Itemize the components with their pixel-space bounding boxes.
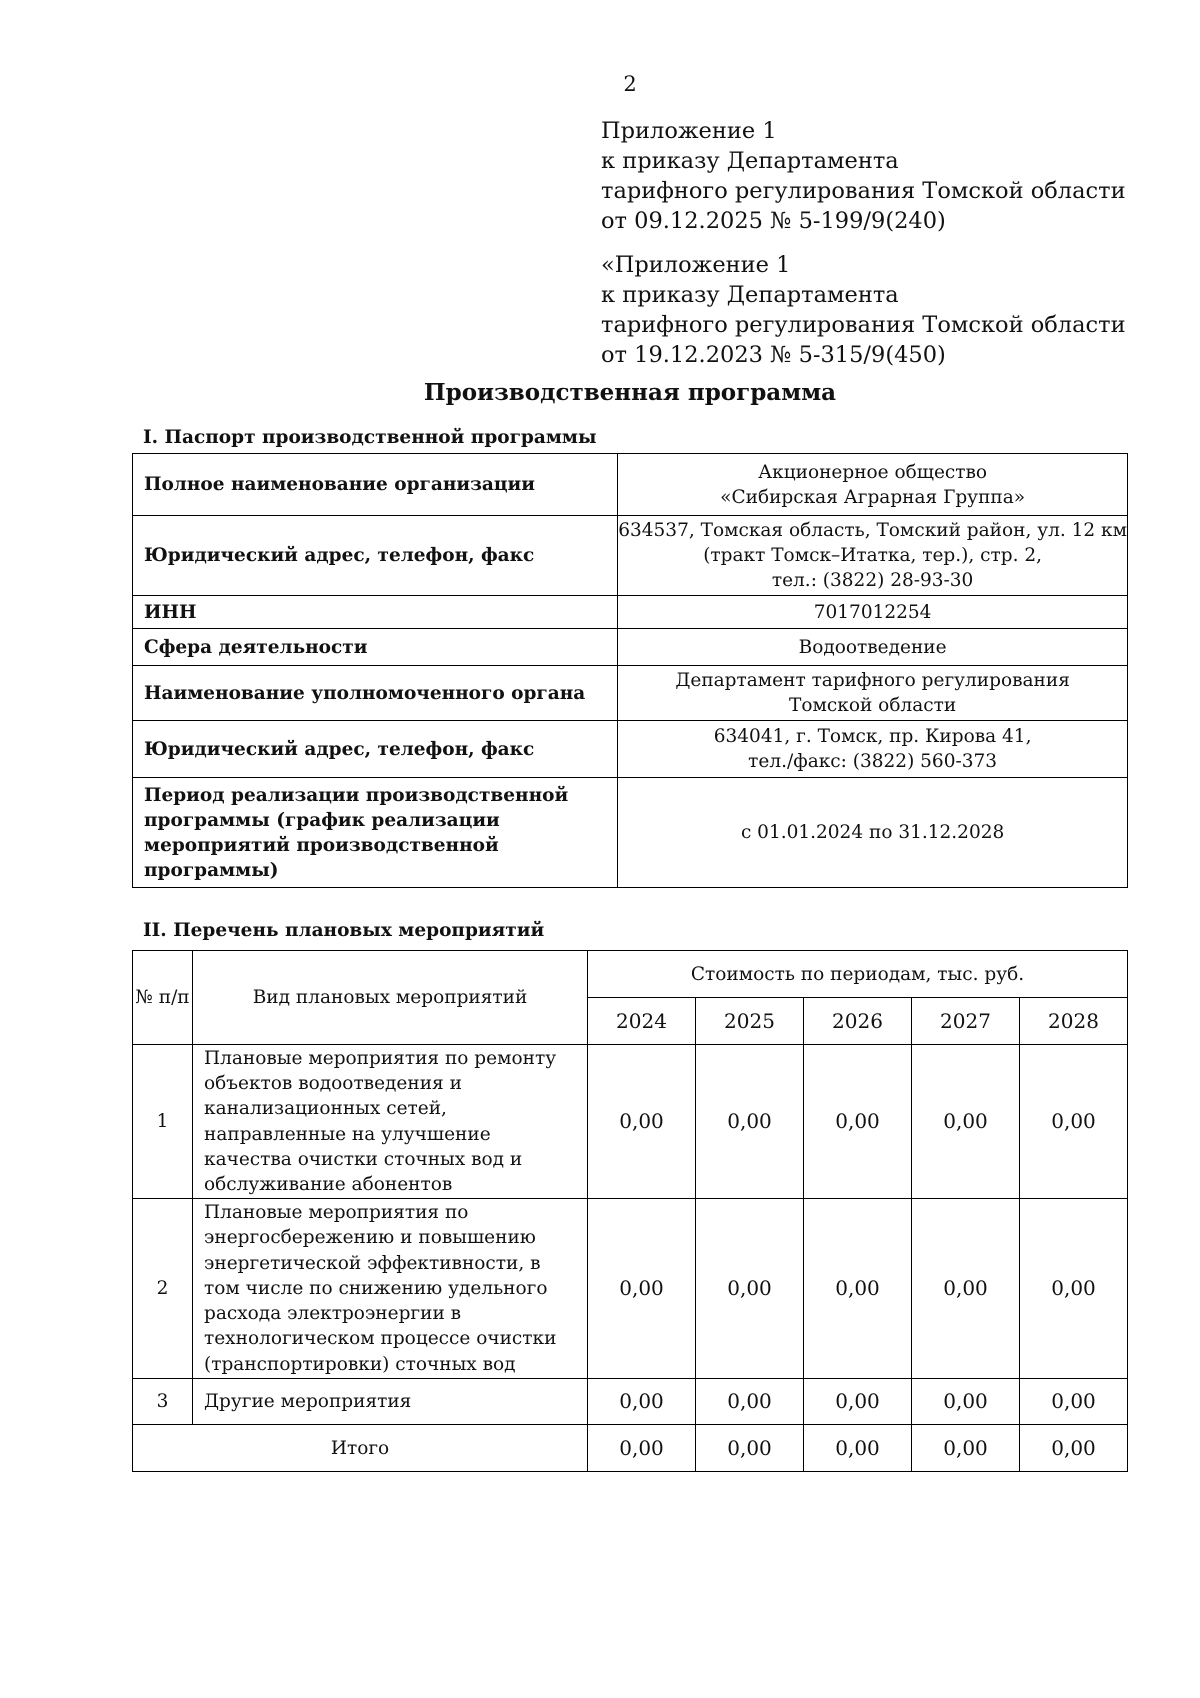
cost-cell: 0,00 bbox=[804, 1379, 912, 1425]
year-header: 2026 bbox=[804, 998, 912, 1045]
cost-cell: 0,00 bbox=[912, 1045, 1020, 1199]
table-row bbox=[133, 454, 1128, 516]
col-cost-header: Стоимость по периодам, тыс. руб. bbox=[588, 951, 1128, 998]
cost-cell: 0,00 bbox=[912, 1199, 1020, 1379]
table-row bbox=[133, 666, 1128, 721]
table-row bbox=[133, 1199, 1128, 1379]
table-row bbox=[133, 596, 1128, 629]
value-line: 634537, Томская область, Томский район, ул. 12 км bbox=[618, 520, 1127, 541]
table-row bbox=[133, 516, 1128, 596]
total-cell: 0,00 bbox=[1020, 1425, 1128, 1472]
passport-value bbox=[618, 454, 1128, 516]
total-row bbox=[133, 1425, 1128, 1472]
year-header: 2028 bbox=[1020, 998, 1128, 1045]
row-number: 3 bbox=[133, 1379, 193, 1425]
passport-value bbox=[618, 629, 1128, 666]
annex-line: к приказу Департамента bbox=[601, 282, 899, 308]
value-line: (тракт Томск–Итатка, тер.), стр. 2, bbox=[703, 545, 1042, 566]
section-2-heading: II. Перечень плановых мероприятий bbox=[143, 920, 545, 941]
year-header: 2027 bbox=[912, 998, 1020, 1045]
passport-label: Юридический адрес, телефон, факс bbox=[133, 516, 618, 596]
annex-original bbox=[601, 250, 1126, 370]
cost-cell: 0,00 bbox=[588, 1379, 696, 1425]
total-cell: 0,00 bbox=[912, 1425, 1020, 1472]
cost-cell: 0,00 bbox=[1020, 1045, 1128, 1199]
table-row bbox=[133, 1379, 1128, 1425]
document-title: Производственная программа bbox=[423, 379, 837, 406]
annex-line: Приложение 1 bbox=[601, 118, 777, 144]
annex-current bbox=[601, 116, 1126, 236]
total-cell: 0,00 bbox=[804, 1425, 912, 1472]
passport-label: Юридический адрес, телефон, факс bbox=[133, 721, 618, 778]
passport-label: Наименование уполномоченного органа bbox=[133, 666, 618, 721]
annex-line: тарифного регулирования Томской области bbox=[601, 178, 1126, 204]
activity-name: Плановые мероприятия по энергосбережению и повышению энергетической эффективности, в том числе по снижению удельного расхода электроэнергии в технологическом процессе очистки (транспортировки) сточных вод bbox=[193, 1199, 588, 1379]
value-line: с 01.01.2024 по 31.12.2028 bbox=[740, 822, 1005, 843]
passport-value bbox=[618, 666, 1128, 721]
value-line: 7017012254 bbox=[813, 601, 932, 623]
cost-cell: 0,00 bbox=[696, 1045, 804, 1199]
year-header: 2025 bbox=[696, 998, 804, 1045]
annex-line: к приказу Департамента bbox=[601, 148, 899, 174]
cost-cell: 0,00 bbox=[696, 1199, 804, 1379]
row-number: 2 bbox=[133, 1199, 193, 1379]
passport-value bbox=[618, 516, 1128, 596]
cost-cell: 0,00 bbox=[804, 1199, 912, 1379]
value-line: Департамент тарифного регулирования bbox=[675, 670, 1070, 691]
table-header-row bbox=[133, 951, 1128, 998]
cost-cell: 0,00 bbox=[1020, 1199, 1128, 1379]
plan-table bbox=[132, 950, 1128, 1472]
annex-line: от 19.12.2023 № 5-315/9(450) bbox=[601, 342, 946, 368]
activity-name: Плановые мероприятия по ремонту объектов водоотведения и канализационных сетей, направленные на улучшение качества очистки сточных вод и обслуживание абонентов bbox=[193, 1045, 588, 1199]
table-row bbox=[133, 629, 1128, 666]
annex-line: тарифного регулирования Томской области bbox=[601, 312, 1126, 338]
annex-line: от 09.12.2025 № 5-199/9(240) bbox=[601, 208, 946, 234]
value-line: Томской области bbox=[789, 695, 957, 716]
year-header: 2024 bbox=[588, 998, 696, 1045]
cost-cell: 0,00 bbox=[1020, 1379, 1128, 1425]
cost-cell: 0,00 bbox=[588, 1045, 696, 1199]
table-row bbox=[133, 778, 1128, 888]
passport-label: Период реализации производственной программы (график реализации мероприятий производственной программы) bbox=[133, 778, 618, 888]
cost-cell: 0,00 bbox=[912, 1379, 1020, 1425]
passport-value bbox=[618, 778, 1128, 888]
total-cell: 0,00 bbox=[588, 1425, 696, 1472]
page-number: 2 bbox=[623, 72, 637, 96]
value-line: Акционерное общество bbox=[758, 461, 988, 483]
passport-table bbox=[132, 453, 1128, 888]
passport-label: Полное наименование организации bbox=[133, 454, 618, 516]
col-name-header: Вид плановых мероприятий bbox=[193, 951, 588, 1045]
activity-name: Другие мероприятия bbox=[193, 1379, 588, 1425]
col-num-header: № п/п bbox=[133, 951, 193, 1045]
passport-label: Сфера деятельности bbox=[133, 629, 618, 666]
section-1-heading: I. Паспорт производственной программы bbox=[143, 427, 597, 448]
cost-cell: 0,00 bbox=[696, 1379, 804, 1425]
total-label: Итого bbox=[133, 1425, 588, 1472]
table-row bbox=[133, 1045, 1128, 1199]
total-cell: 0,00 bbox=[696, 1425, 804, 1472]
passport-value bbox=[618, 596, 1128, 629]
annex-line: «Приложение 1 bbox=[601, 252, 791, 278]
row-number: 1 bbox=[133, 1045, 193, 1199]
cost-cell: 0,00 bbox=[804, 1045, 912, 1199]
value-line: тел./факс: (3822) 560-373 bbox=[748, 751, 998, 772]
cost-cell: 0,00 bbox=[588, 1199, 696, 1379]
table-row bbox=[133, 721, 1128, 778]
value-line: 634041, г. Томск, пр. Кирова 41, bbox=[713, 726, 1032, 747]
passport-value bbox=[618, 721, 1128, 778]
value-line: Водоотведение bbox=[798, 636, 947, 658]
value-line: тел.: (3822) 28-93-30 bbox=[771, 570, 974, 591]
passport-label: ИНН bbox=[133, 596, 618, 629]
value-line: «Сибирская Аграрная Группа» bbox=[720, 486, 1026, 508]
